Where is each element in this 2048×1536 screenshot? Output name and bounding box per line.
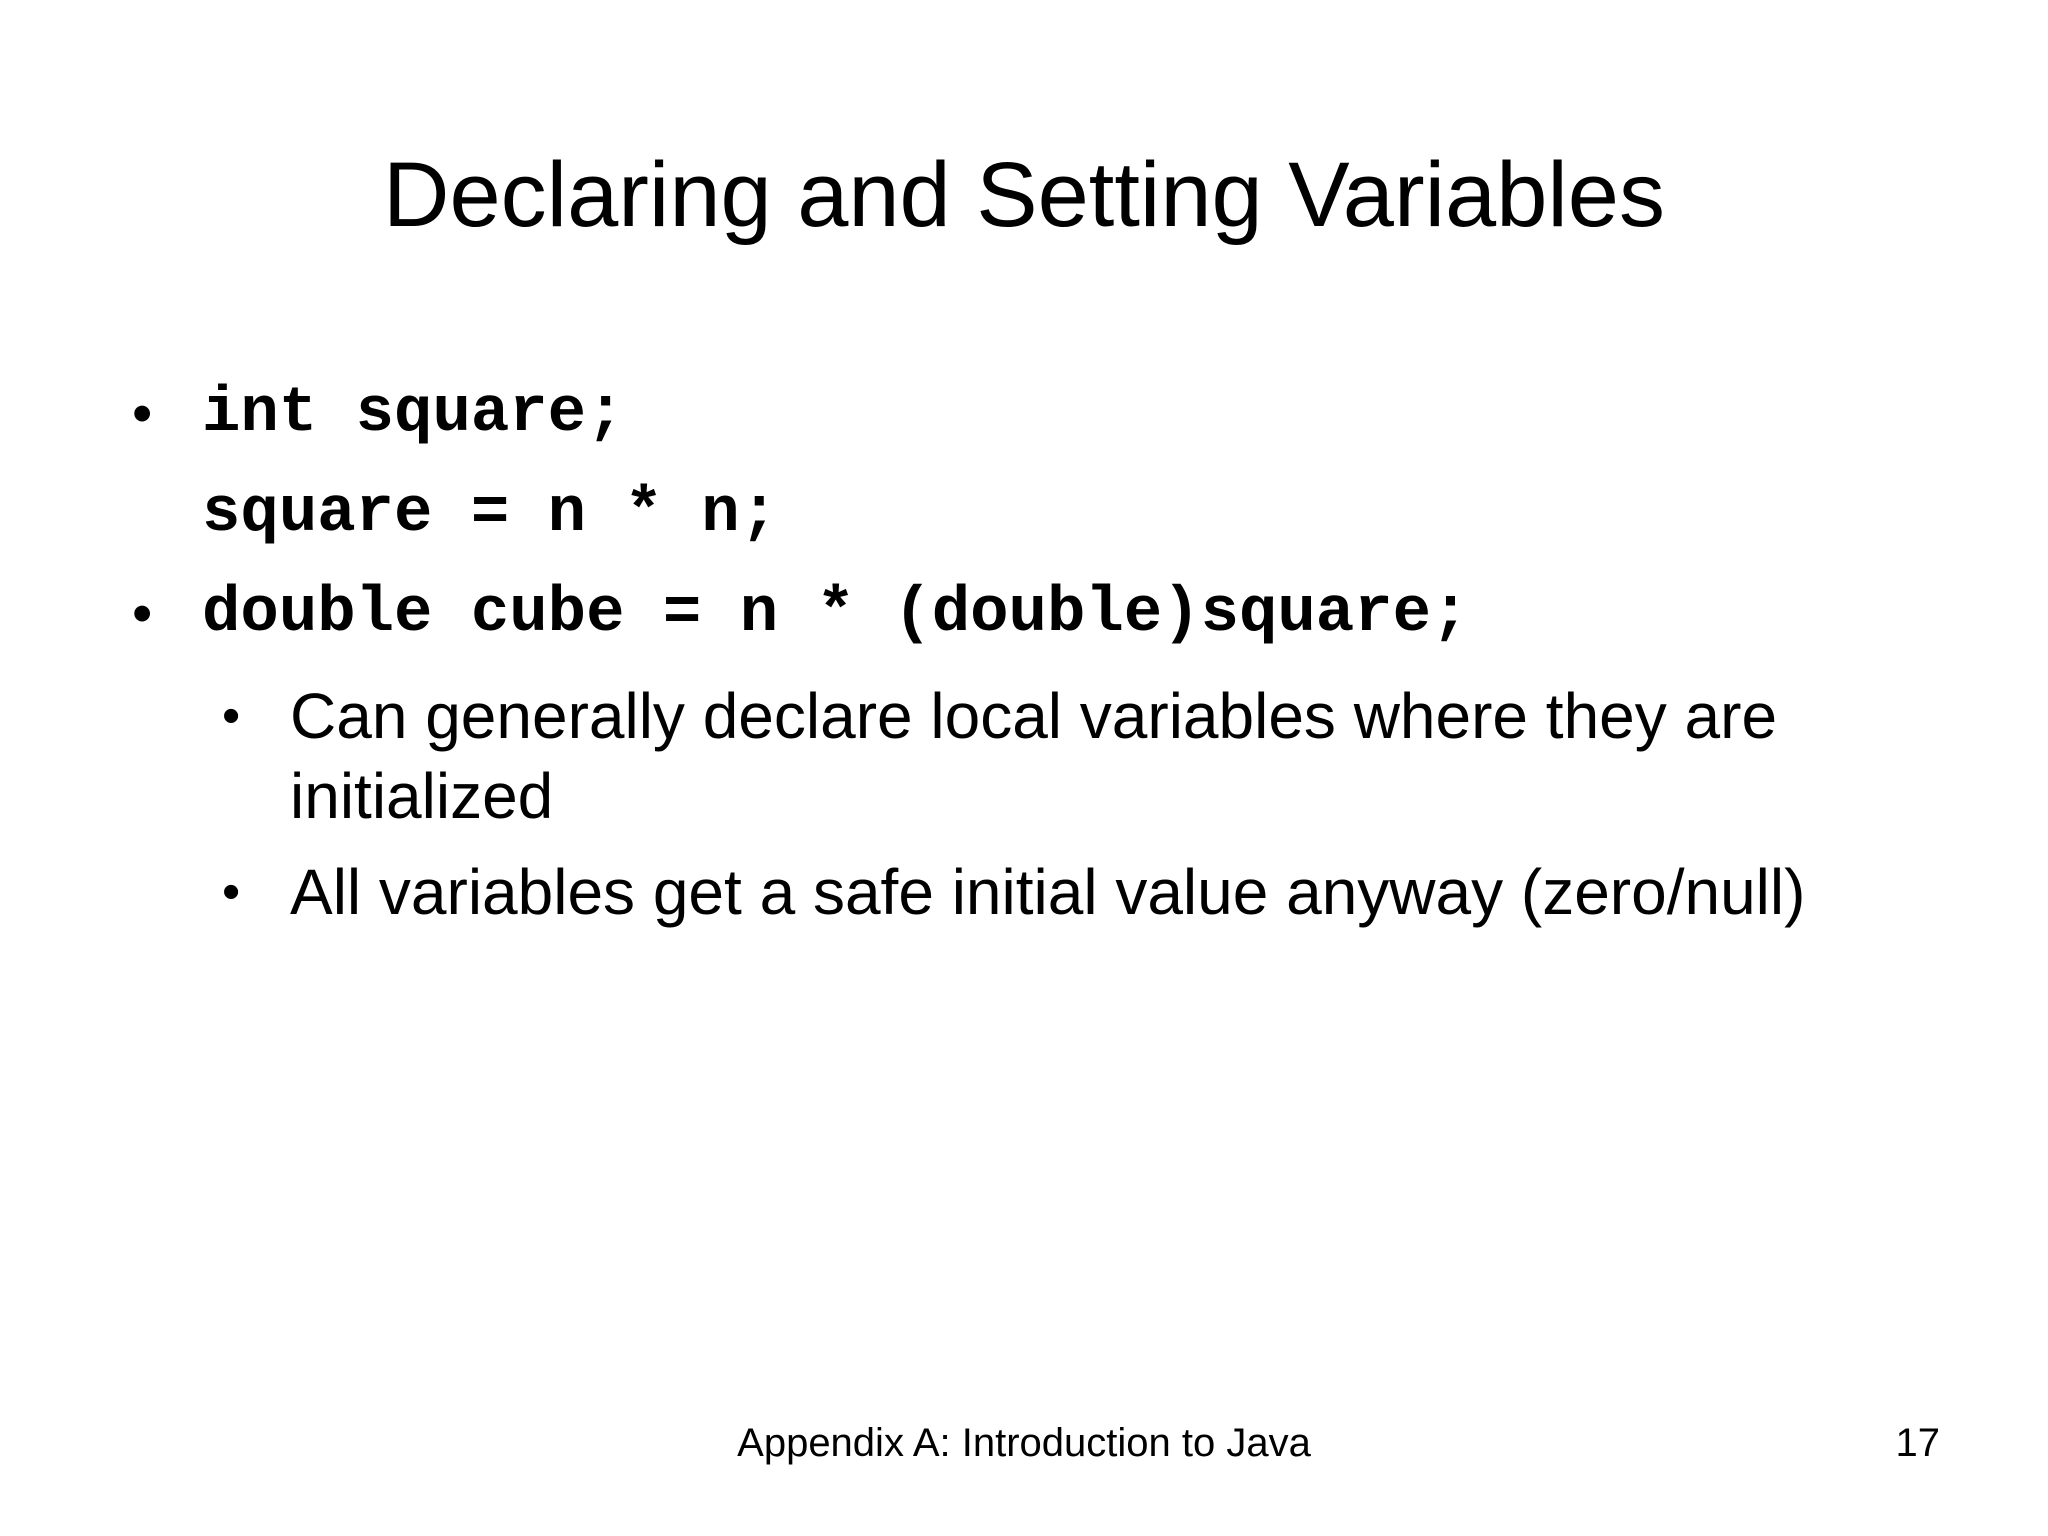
sub-bullet-text-declare-local: Can generally declare local variables where they are [290, 680, 1778, 752]
sub-bullet-icon: • [222, 863, 241, 921]
bullet-icon: • [132, 581, 153, 646]
slide-title: Declaring and Setting Variables [383, 144, 1665, 246]
slide-footer: Appendix A: Introduction to Java [737, 1421, 1311, 1465]
sub-bullet-icon: • [222, 687, 241, 745]
code-line-declare-square: int square; [202, 378, 625, 450]
page-number: 17 [1895, 1421, 1940, 1465]
code-line-declare-cube: double cube = n * (double)square; [202, 578, 1470, 650]
sub-bullet-text-safe-initial: All variables get a safe initial value anyway (zero/null) [290, 856, 1806, 928]
bullet-icon: • [132, 381, 153, 446]
code-line-assign-square: square = n * n; [202, 478, 779, 550]
sub-bullet-text-declare-local-cont: initialized [290, 760, 554, 832]
